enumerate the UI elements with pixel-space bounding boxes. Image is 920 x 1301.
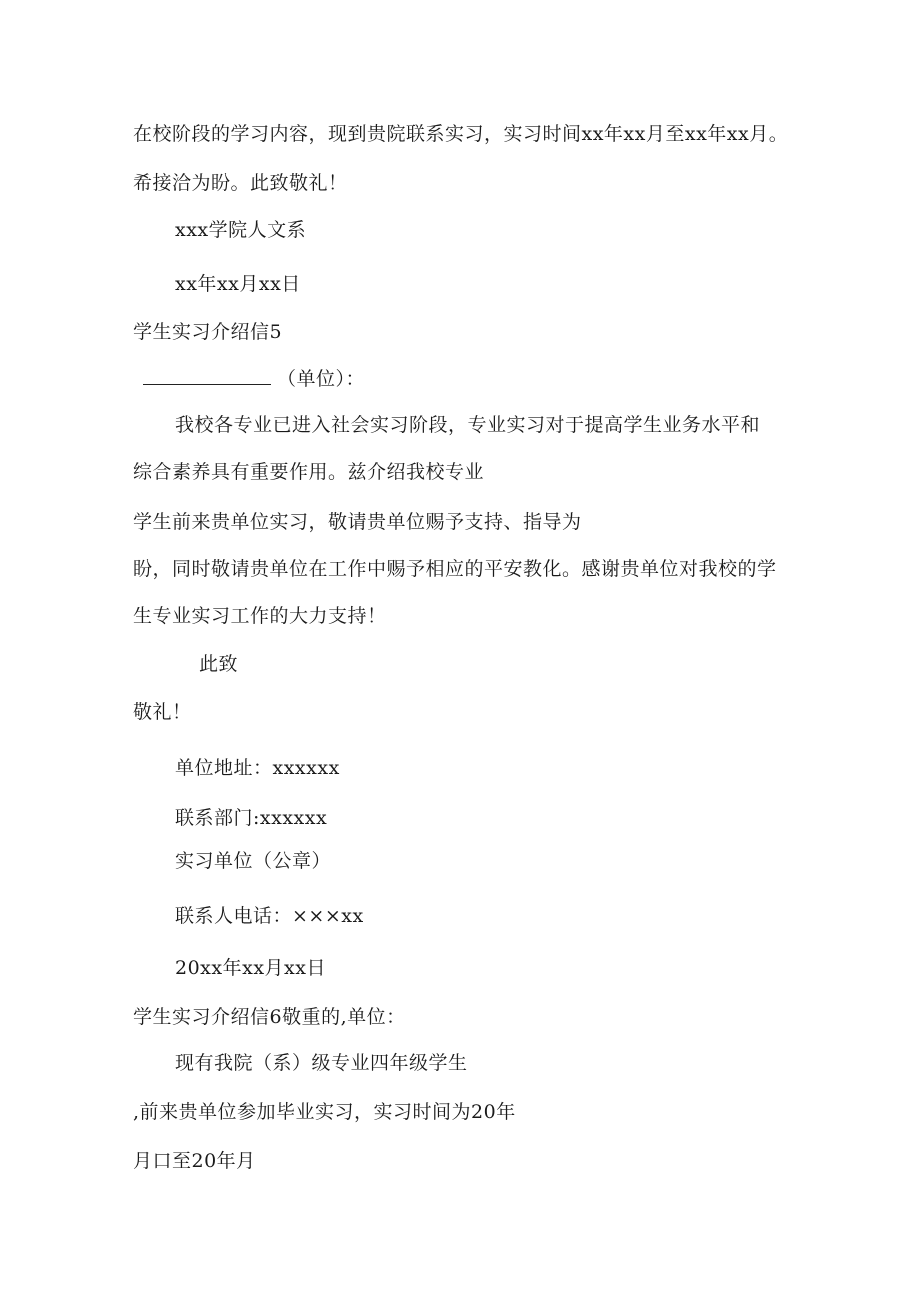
contact-phone: 联系人电话：×××xx — [175, 905, 364, 927]
closing-regards: 敬礼！ — [133, 701, 192, 723]
text-line-11: 生专业实习工作的大力支持！ — [133, 605, 387, 627]
section-title-5: 学生实习介绍信5 — [133, 321, 283, 343]
section-title-6: 学生实习介绍信6敬重的,单位： — [133, 1006, 406, 1028]
text-line-21: ,前来贵单位参加毕业实习，实习时间为20年 — [133, 1101, 516, 1123]
text-line-1: 在校阶段的学习内容，现到贵院联系实习，实习时间xx年xx月至xx年xx月。 — [133, 123, 789, 145]
addressee-line — [143, 366, 365, 391]
text-line-8: 综合素养具有重要作用。兹介绍我校专业 — [133, 461, 485, 483]
text-line-22: 月口至20年月 — [133, 1150, 256, 1172]
text-line-2: 希接洽为盼。此致敬礼！ — [133, 172, 348, 194]
unit-seal: 实习单位（公章） — [175, 850, 332, 872]
text-line-7: 我校各专业已进入社会实习阶段，专业实习对于提高学生业务水平和 — [175, 414, 761, 436]
addressee-blank — [143, 366, 271, 385]
closing-salutation: 此致 — [199, 653, 239, 675]
text-line-10: 盼，同时敬请贵单位在工作中赐予相应的平安教化。感谢贵单位对我校的学 — [133, 558, 777, 580]
letter-date: 20xx年xx月xx日 — [175, 957, 326, 979]
text-line-20: 现有我院（系）级专业四年级学生 — [175, 1052, 468, 1074]
sender-department: xxx学院人文系 — [175, 219, 307, 241]
unit-address: 单位地址：xxxxxx — [175, 757, 340, 779]
text-line-9: 学生前来贵单位实习，敬请贵单位赐予支持、指导为 — [133, 511, 582, 533]
addressee-label: （单位）： — [277, 368, 366, 390]
contact-department: 联系部门:xxxxxx — [175, 807, 328, 829]
sender-date: xx年xx月xx日 — [175, 273, 301, 295]
